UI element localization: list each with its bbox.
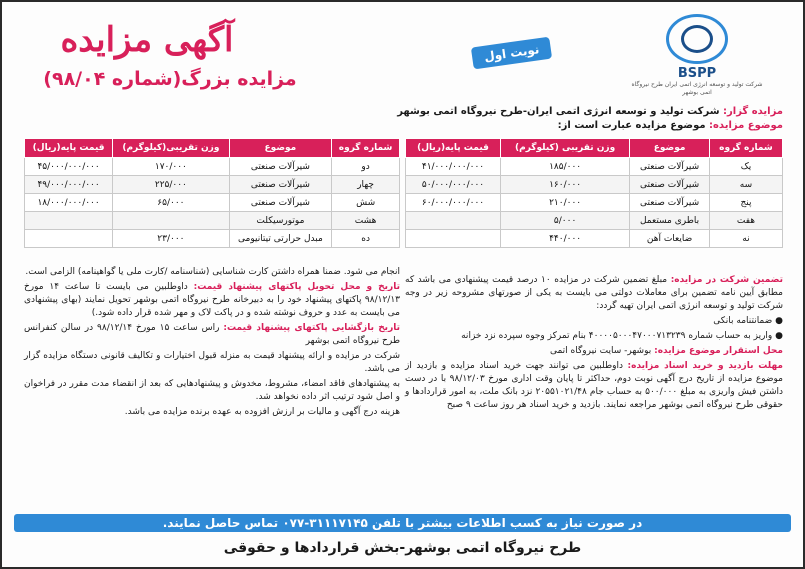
cell: شیرآلات صنعتی — [229, 194, 332, 212]
cell: ۲۱۰/۰۰۰ — [501, 194, 630, 212]
guarantee-paragraph — [405, 274, 783, 313]
acceptance-paragraph: شرکت در مزایده و ارائه پیشنهاد قیمت به منزله قبول اختیارات و تکالیف قانونی دستگاه مزایده گزار می باشد. — [24, 351, 400, 374]
col-header: شماره گروه — [332, 139, 400, 158]
notice-subtitle: مزایده بزرگ(شماره ۹۸/۰۴) — [43, 68, 297, 90]
table-row — [406, 176, 783, 194]
cell: ۱۸۵/۰۰۰ — [501, 158, 630, 176]
col-header: قیمت پایه(ریال) — [406, 139, 501, 158]
cell: ۲۲۵/۰۰۰ — [113, 176, 229, 194]
auctioneer-line — [23, 106, 783, 117]
cell: ده — [332, 230, 400, 248]
location-paragraph — [405, 345, 783, 358]
deposit-item: ● واریز به حساب شماره ۴۰۰۰۰۵۰۰۰۴۷۰۰۰۷۱۳۲۳۹ بنام تمرکز وجوه سپرده نزد خزانه — [461, 331, 783, 341]
table-row — [25, 176, 400, 194]
auctioneer-value: شرکت تولید و توسعه انرژی اتمی ایران-طرح نیروگاه اتمی بوشهر — [397, 106, 720, 117]
cell: باطری مستعمل — [630, 212, 710, 230]
terms-column-left — [24, 266, 400, 421]
footer-signature: طرح نیروگاه اتمی بوشهر-بخش قراردادها و حقوقی — [223, 540, 582, 556]
visit-paragraph — [405, 360, 783, 412]
table-row — [406, 212, 783, 230]
table-row — [25, 194, 400, 212]
subject-line — [23, 120, 783, 131]
costs-paragraph: هزینه درج آگهی و مالیات بر ارزش افزوده به عهده برنده مزایده می باشد. — [124, 407, 400, 417]
cell: ۲۳/۰۰۰ — [113, 230, 229, 248]
col-header: وزن تقریبی(کیلوگرم) — [113, 139, 229, 158]
cell: سه — [709, 176, 782, 194]
cell: شش — [332, 194, 400, 212]
visit-text: داوطلبین می توانند جهت خرید اسناد مزایده و بازدید از موضوع مزایده از تاریخ درج آگهی نوبت دوم، حداکثر تا پایان وقت اداری مورخ ۹۸/۱۲/۰۳ با در دست داشتن فیش واریزی به مبلغ ۵۰۰/۰۰۰ به حساب جام ۲۰۵۵۱۰۲۱/۴۸ نزد بانک ملت، به امور قراردادها و حقوقی طرح نیروگاه اتمی بوشهر مراجعه نمایند. بازدید و خرید اسناد هر روز ساعت ۹ صبح — [405, 361, 783, 410]
table-row — [406, 194, 783, 212]
cell: ۱۸/۰۰۰/۰۰۰/۰۰۰ — [25, 194, 113, 212]
table-row — [406, 158, 783, 176]
cell: موتورسیکلت — [229, 212, 332, 230]
cell: ۵/۰۰۰ — [501, 212, 630, 230]
guarantee-label: تضمین شرکت در مزایده: — [670, 275, 784, 285]
id-requirement-paragraph: انجام می شود. ضمنا همراه داشتن کارت شناسایی (شناسنامه /کارت ملی یا گواهینامه) الزامی است. — [25, 267, 400, 277]
items-table-left — [24, 138, 400, 248]
opening-text: راس ساعت ۱۵ مورخ ۹۸/۱۲/۱۴ در سالن کنفرانس طرح نیروگاه اتمی بوشهر — [24, 323, 400, 346]
cell — [406, 212, 501, 230]
invalid-bids-paragraph: به پیشنهادهای فاقد امضاء، مشروط، مخدوش و پیشنهادهایی که بعد از انقضاء مدت مقرر در فراخوان و اصل شود ترتیب اثر داده نخواهد شد. — [24, 379, 400, 402]
table-row — [406, 230, 783, 248]
subject-label: موضوع مزایده: — [709, 120, 783, 131]
auctioneer-label: مزایده گزار: — [723, 106, 783, 117]
round-badge: نوبت اول — [471, 37, 553, 70]
cell: یک — [709, 158, 782, 176]
cell: دو — [332, 158, 400, 176]
logo-text: BSPP — [677, 66, 717, 81]
cell: ۴۵/۰۰۰/۰۰۰/۰۰۰ — [25, 158, 113, 176]
terms-column-right — [405, 274, 783, 414]
cell: شیرآلات صنعتی — [229, 158, 332, 176]
location-text: بوشهر- سایت نیروگاه اتمی — [549, 346, 652, 356]
cell: شیرآلات صنعتی — [630, 194, 710, 212]
cell: چهار — [332, 176, 400, 194]
col-header: قیمت پایه(ریال) — [25, 139, 113, 158]
cell — [406, 230, 501, 248]
cell: شیرآلات صنعتی — [229, 176, 332, 194]
cell — [25, 212, 113, 230]
table-row — [25, 158, 400, 176]
cell: هشت — [332, 212, 400, 230]
guarantee-text: مبلغ تضمین شرکت در مزایده ۱۰ درصد قیمت پیشنهادی می باشد که مطابق آیین نامه تضمین برای معاملات دولتی می بایست به یکی از صورتهای مشروحه زیر در وجه شرکت تولید و توسعه انرژی اتمی ایران تهیه گردد: — [405, 275, 783, 311]
cell: نه — [709, 230, 782, 248]
submission-paragraph — [24, 281, 400, 320]
cell: ۵۰/۰۰۰/۰۰۰/۰۰۰ — [406, 176, 501, 194]
cell: هفت — [709, 212, 782, 230]
cell: ۶۵/۰۰۰ — [113, 194, 229, 212]
cell: ۴۹/۰۰۰/۰۰۰/۰۰۰ — [25, 176, 113, 194]
cell: مبدل حرارتی تیتانیومی — [229, 230, 332, 248]
logo-emblem-icon — [666, 14, 728, 64]
subject-value: موضوع مزایده عبارت است از: — [557, 120, 706, 131]
cell: ضایعات آهن — [630, 230, 710, 248]
cell: ۱۷۰/۰۰۰ — [113, 158, 229, 176]
visit-label: مهلت بازدید و خرید اسناد مزایده: — [627, 361, 783, 371]
cell — [113, 212, 229, 230]
cell: ۱۶۰/۰۰۰ — [501, 176, 630, 194]
submission-label: تاریخ و محل تحویل پاکتهای پیشنهاد قیمت: — [193, 282, 400, 292]
cell: پنج — [709, 194, 782, 212]
cell: ۶۰/۰۰۰/۰۰۰/۰۰۰ — [406, 194, 501, 212]
items-table-right — [405, 138, 783, 248]
bank-guarantee-item: ● ضمانتنامه بانکی — [713, 316, 783, 326]
logo-caption: شرکت تولید و توسعه انرژی اتمی ایران طرح نیروگاه اتمی بوشهر — [631, 81, 763, 96]
cell: ۴۱/۰۰۰/۰۰۰/۰۰۰ — [406, 158, 501, 176]
cell: ۴۴۰/۰۰۰ — [501, 230, 630, 248]
table-row — [25, 212, 400, 230]
cell — [25, 230, 113, 248]
col-header: موضوع — [229, 139, 332, 158]
col-header: موضوع — [630, 139, 710, 158]
submission-text: داوطلبین می بایست تا ساعت ۱۴ مورخ ۹۸/۱۲/۱۳ پاکتهای پیشنهاد خود را به دبیرخانه طرح نیروگاه اتمی بوشهر تحویل نمایند (بهای پیشنهادی می بایست به عدد و حروف نوشته شده و در پاکت لاک و مهر شده قرار داده شود.) — [24, 282, 400, 318]
company-logo — [627, 14, 767, 104]
cell: شیرآلات صنعتی — [630, 158, 710, 176]
opening-label: تاریخ بازگشایی پاکتهای پیشنهاد قیمت: — [223, 323, 401, 333]
location-label: محل استقرار موضوع مزایده: — [654, 346, 783, 356]
notice-title: آگهی مزایده — [60, 20, 234, 60]
contact-bar: در صورت نیاز به کسب اطلاعات بیشتر با تلفن ۳۱۱۱۷۱۴۵-۰۷۷ تماس حاصل نمایند. — [14, 514, 791, 532]
col-header: وزن تقریبی (کیلوگرم) — [501, 139, 630, 158]
col-header: شماره گروه — [709, 139, 782, 158]
opening-paragraph — [24, 322, 400, 348]
table-row — [25, 230, 400, 248]
cell: شیرآلات صنعتی — [630, 176, 710, 194]
